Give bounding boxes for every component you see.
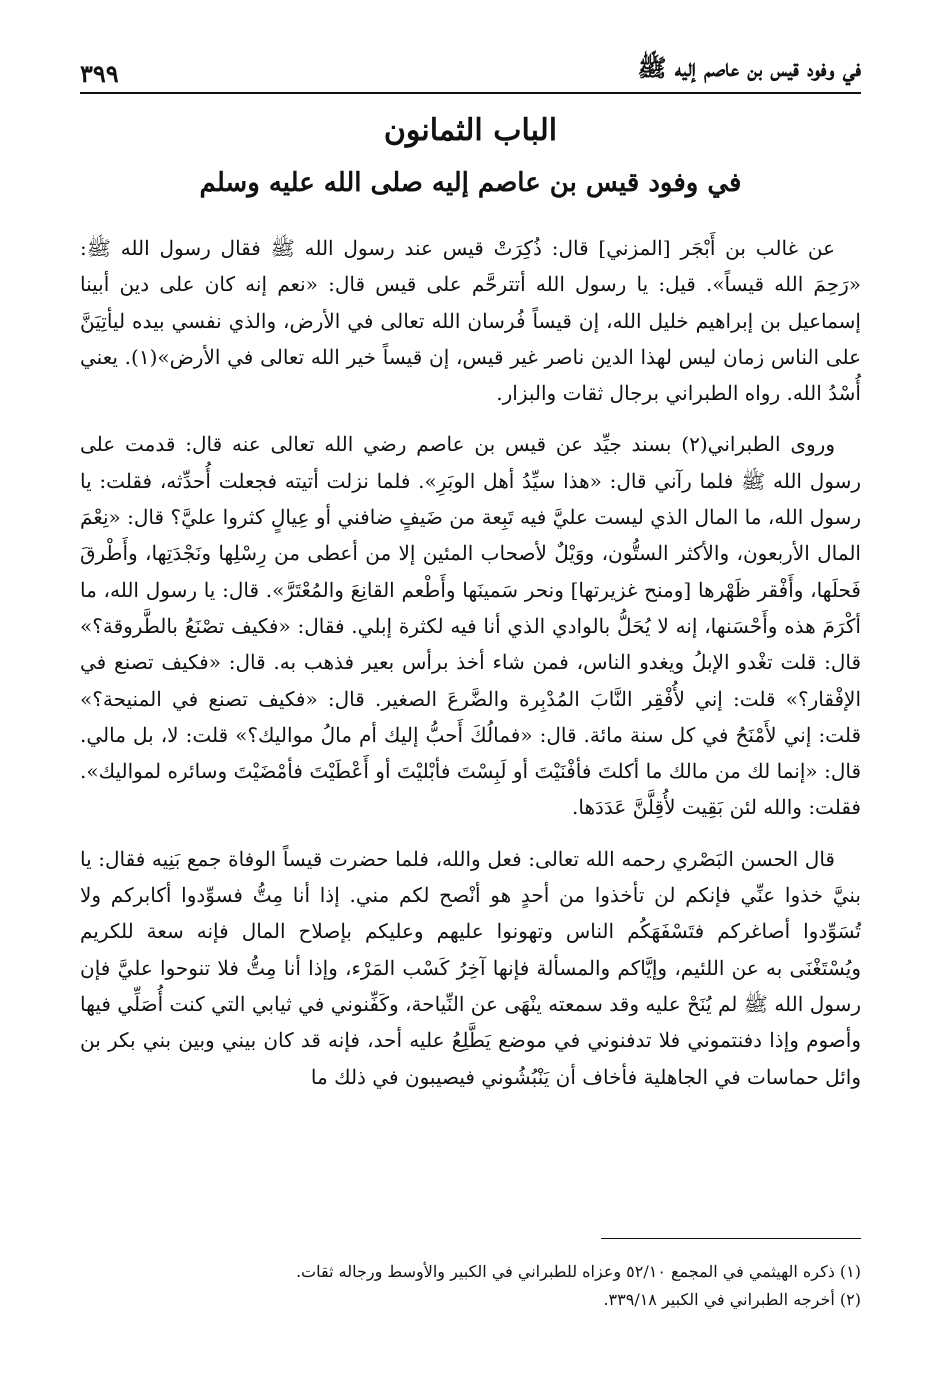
page-number: ٣٩٩	[80, 59, 119, 88]
chapter-subtitle: في وفود قيس بن عاصم إليه صلى الله عليه وسلم	[199, 168, 742, 198]
paragraph-1: عن غالب بن أَبْجَر [المزني] قال: ذُكِرَتْ قيس عند رسول الله ﷺ فقال رسول الله ﷺ: «رَحِمَ الله قيساً». قيل: يا رسول الله أتترحَّم على قيس قال: «نعم إنه كان على دين أبينا إسماعيل بن إبراهيم خليل الله، إن قيساً فُرسان الله تعالى في الأرض، والذي نفسي بيده ليأتِيَنَّ على الناس زمان ليس لهذا الدين ناصر غير قيس، إن قيساً خير الله تعالى في الأرض»(١). يعني أُسْدُ الله. رواه الطبراني برجال ثقات والبزار.	[80, 236, 862, 406]
running-title: في وفود قيس بن عاصم إليه ﷺ	[637, 53, 861, 82]
chapter-title: الباب الثمانون	[383, 113, 558, 148]
footnote-divider	[601, 1238, 861, 1239]
paragraph-3: قال الحسن البَصْري رحمه الله تعالى: فعل والله، فلما حضرت قيساً الوفاة جمع بَنِيه فقال: يا بنيَّ خذوا عنِّي فإنكم لن تأخذوا من أحدٍ هو أنْصح لكم مني. إذا أنا مِتُّ فسوِّدوا أكابركم ولا تُسَوِّدوا أصاغركم فتَسْفَهَكُم الناس وتهونوا عليهم وعليكم بإصلاح المال فإنه سعة للكريم ويُسْتَغْنَى به عن اللئيم، وإيَّاكم والمسألة فإنها آخِرُ كَسْب المَرْء، وإذا أنا مِتُّ فلا تنوحوا عليَّ فإن رسول الله ﷺ لم يُنَحْ عليه وقد سمعته ينْهَى عن النِّياحة، وكَفِّنوني في ثيابي التي كنت أُصَلِّي فيها وأصوم وإذا دفنتموني فلا تدفنوني في موضع يَطَّلِعُ عليه أحد، فإنه قد كان بيني وبين بني بكر بن وائل حماسات في الجاهلية فأخاف أن يَنْبُشُوني فيصيبون في ذلك ما	[80, 846, 861, 1089]
footnote-2: (٢) أخرجه الطبراني في الكبير ٣٣٩/١٨.	[603, 1290, 861, 1309]
footnotes	[80, 1258, 861, 1314]
page-header	[80, 50, 861, 94]
footnote-1: (١) ذكره الهيثمي في المجمع ٥٢/١٠ وعزاه للطبراني في الكبير والأوسط ورجاله ثقات.	[295, 1262, 861, 1281]
paragraph-2: وروى الطبراني(٢) بسند جيِّد عن قيس بن عاصم رضي الله تعالى عنه قال: قدمت على رسول الله ﷺ فلما رآني قال: «هذا سيِّدُ أهل الوبَرِ». فلما نزلت أتيته فجعلت أُحدِّثه، فقلت: يا رسول الله، ما المال الذي ليست عليَّ فيه تَبِعة من ضَيفٍ ضافني أو عِيالٍ كثروا عليَّ؟ قال: «نِعْمَ المال الأربعون، والأكثر الستُّون، ووَيْلٌ لأصحاب المئين إلا من أعطى من رِسْلِها ونَجْدَتِها، وأَطْرقَ فَحلَها، وأَفْقر ظَهْرها [ومنح غزيرتها] ونحر سَمينَها وأَطْعم القانِعَ والمُعْتَرَّ». قال: يا رسول الله، ما أكْرَمَ هذه وأَحْسَنها، إنه لا يُحَلُّ بالوادي الذي أنا فيه لكثرة إبلي. فقال: «فكيف تصْنَعُ بالطَّروقة؟» قال: قلت تغْدو الإبلُ ويغدو الناس، فمن شاء أخذ برأس بعير فذهب به. قال: «فكيف تصنع في الإفْقار؟» قلت: إني لأُفْقِر النَّابَ المُدْبِرة والضَّرعَ الصغير. قال: «فكيف تصنع في المنيحة؟» قلت: إني لأَمْنَحُ في كل سنة مائة. قال: «فمالُكَ أَحبُّ إليك أم مالُ مواليك؟» قلت: لا، بل مالي. قال: «إنما لك من مالك ما أكلتَ فأفْنَيْتَ أو لَبِسْتَ فأبْليْتَ أو أَعْطَيْتَ فأمْضَيْتَ وسائره لمواليك». فقلت: والله لئن بَقِيت لأُقِلَّنَّ عَدَدَها.	[80, 432, 861, 820]
body-text	[80, 230, 861, 1110]
